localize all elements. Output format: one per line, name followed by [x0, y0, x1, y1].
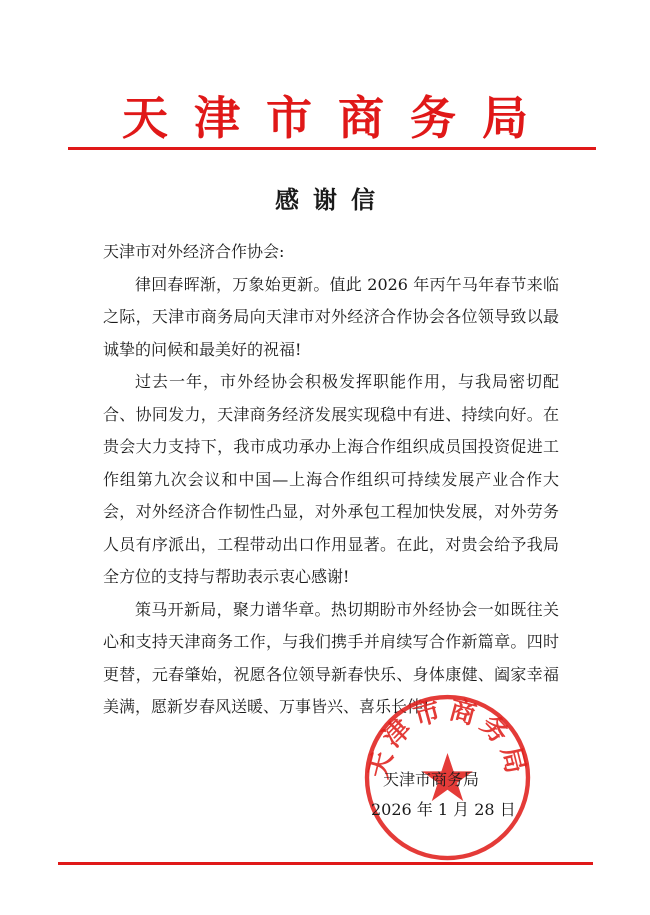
signature-date: 2026 年 1 月 28 日 [371, 800, 516, 819]
document-title: 感谢信 [275, 186, 389, 214]
signature-organization: 天津市商务局 [383, 770, 480, 789]
paragraph: 策马开新局，聚力谱华章。热切期盼市外经协会一如既往关心和支持天津商务工作，与我们携手并肩续写合作新篇章。四时更替，元春肇始，祝愿各位领导新春快乐、身体康健、阖家幸福美满，愿新岁春风送暖、万事皆兴、喜乐长伴! [103, 599, 559, 716]
letterhead-title: 天津市商务局 [122, 91, 554, 145]
paragraph: 律回春晖渐，万象始更新。值此 2026 年丙午马年春节来临之际，天津市商务局向天津市对外经济合作协会各位领导致以最诚挚的问候和最美好的祝福! [103, 274, 559, 359]
letter-body [103, 236, 559, 724]
signature-block [371, 765, 516, 825]
salutation: 天津市对外经济合作协会: [103, 242, 285, 261]
letterhead-rule [68, 147, 596, 150]
paragraph: 过去一年，市外经协会积极发挥职能作用，与我局密切配合、协同发力，天津商务经济发展实现稳中有进、持续向好。在贵会大力支持下，我市成功承办上海合作组织成员国投资促进工作组第九次会议和中国—上海合作组织可持续发展产业合作大会，对外经济合作韧性凸显，对外承包工程加快发展，对外劳务人员有序派出，工程带动出口作用显著。在此，对贵会给予我局全方位的支持与帮助表示衷心感谢! [103, 372, 559, 586]
seal-text: 天津市商务局 [363, 695, 532, 782]
footer-rule [58, 862, 593, 865]
